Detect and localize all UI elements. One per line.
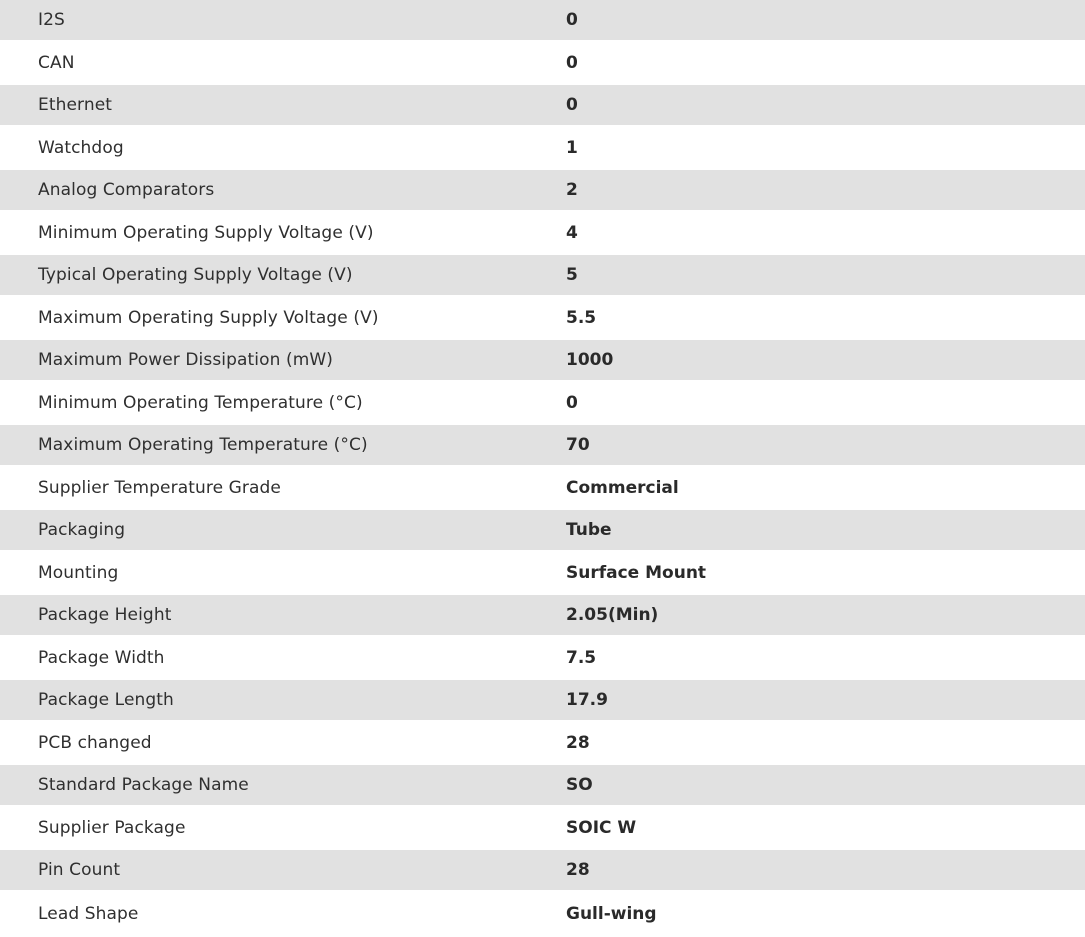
spec-value: 7.5 [566,647,597,668]
spec-label: Minimum Operating Supply Voltage (V) [38,222,374,243]
spec-label: Package Height [38,605,172,625]
spec-value: 0 [566,52,578,73]
spec-value: SO [566,775,593,795]
spec-row [0,805,1085,850]
spec-row [0,765,1085,805]
spec-value: 5.5 [566,307,597,328]
spec-value: 2.05(Min) [566,605,659,625]
spec-row [0,380,1085,425]
spec-row [0,85,1085,125]
spec-label: Minimum Operating Temperature (°C) [38,392,363,413]
spec-value: 4 [566,222,578,243]
spec-row [0,40,1085,85]
spec-row [0,595,1085,635]
spec-row [0,635,1085,680]
spec-row [0,850,1085,890]
spec-value: 5 [566,265,578,285]
spec-row [0,890,1085,937]
spec-label: CAN [38,52,75,73]
spec-value: 0 [566,392,578,413]
spec-row [0,510,1085,550]
spec-value: 0 [566,95,578,115]
spec-label: Maximum Operating Supply Voltage (V) [38,307,379,328]
spec-row [0,465,1085,510]
spec-value: 28 [566,732,590,753]
spec-label: Watchdog [38,137,124,158]
spec-value: 17.9 [566,690,608,710]
spec-label: Analog Comparators [38,180,215,200]
spec-label: Package Length [38,690,174,710]
spec-value: 1000 [566,350,614,370]
spec-value: 2 [566,180,578,200]
spec-label: Supplier Package [38,817,186,838]
spec-label: Packaging [38,520,126,540]
spec-row [0,550,1085,595]
spec-row [0,340,1085,380]
spec-label: Pin Count [38,860,121,880]
spec-value: 28 [566,860,590,880]
spec-label: Package Width [38,647,165,668]
spec-label: Maximum Power Dissipation (mW) [38,350,334,370]
spec-value: Tube [566,520,612,540]
spec-value: 1 [566,137,578,158]
spec-value: Commercial [566,477,679,498]
spec-value: 70 [566,435,590,455]
spec-value: 0 [566,10,578,30]
spec-row [0,680,1085,720]
spec-label: I2S [38,10,65,30]
spec-label: Typical Operating Supply Voltage (V) [38,265,353,285]
spec-label: Standard Package Name [38,775,249,795]
spec-value: SOIC W [566,817,637,838]
spec-label: Maximum Operating Temperature (°C) [38,435,368,455]
spec-label: PCB changed [38,732,152,753]
spec-label: Ethernet [38,95,113,115]
spec-value: Surface Mount [566,562,707,583]
spec-row [0,720,1085,765]
spec-row [0,210,1085,255]
spec-label: Mounting [38,562,119,583]
spec-row [0,255,1085,295]
spec-row [0,0,1085,40]
spec-row [0,170,1085,210]
spec-label: Lead Shape [38,903,139,924]
spec-row [0,425,1085,465]
spec-row [0,295,1085,340]
spec-label: Supplier Temperature Grade [38,477,281,498]
spec-value: Gull-wing [566,903,657,924]
spec-row [0,125,1085,170]
